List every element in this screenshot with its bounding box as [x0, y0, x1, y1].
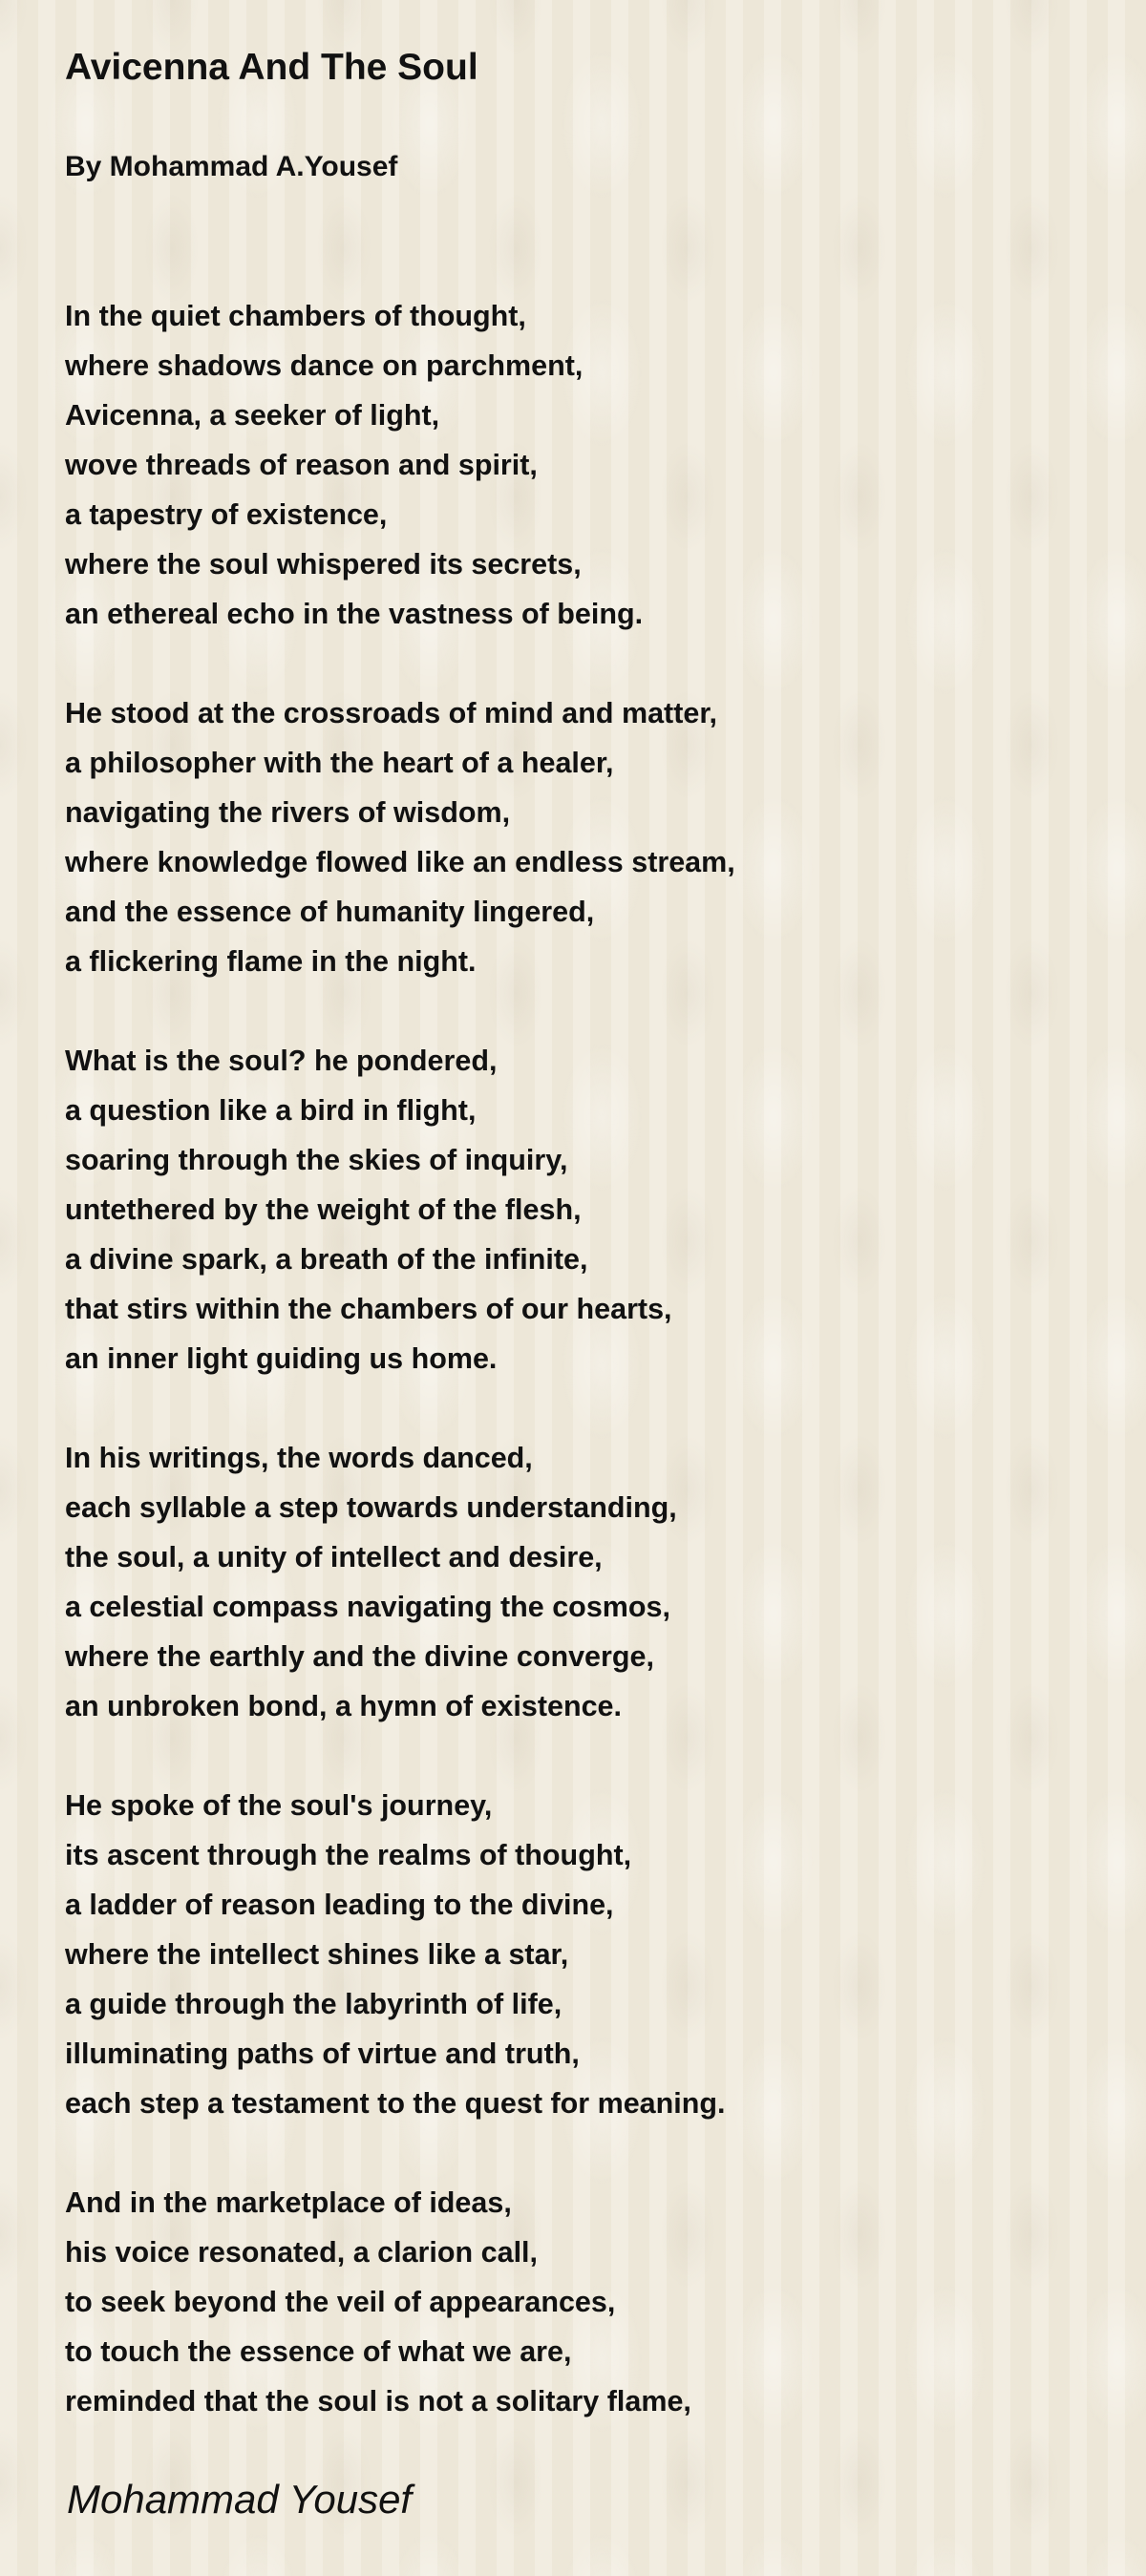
poem-line: and the essence of humanity lingered, — [65, 896, 595, 928]
poem-title: Avicenna And The Soul — [65, 47, 478, 88]
poem-line: an inner light guiding us home. — [65, 1342, 498, 1375]
poem-line: untethered by the weight of the flesh, — [65, 1193, 582, 1226]
stanza-3 — [65, 1036, 1096, 1383]
poem-line: to seek beyond the veil of appearances, — [65, 2286, 616, 2318]
poem-line: In the quiet chambers of thought, — [65, 300, 526, 332]
poem-line: where the soul whispered its secrets, — [65, 548, 582, 581]
poem-line: its ascent through the realms of thought, — [65, 1839, 632, 1871]
poem-line: Avicenna, a seeker of light, — [65, 399, 440, 432]
author-signature: Mohammad Yousef — [67, 2477, 413, 2522]
poem-line: a philosopher with the heart of a healer, — [65, 747, 614, 779]
poem-line: where the earthly and the divine converge, — [65, 1640, 654, 1673]
stanza-2 — [65, 688, 1096, 986]
stanza-5 — [65, 1781, 1096, 2128]
poem-line: each step a testament to the quest for meaning. — [65, 2087, 726, 2120]
poem-line: a ladder of reason leading to the divine, — [65, 1889, 614, 1921]
poem-line: soaring through the skies of inquiry, — [65, 1144, 568, 1176]
poem-line: a guide through the labyrinth of life, — [65, 1988, 562, 2020]
poem-line: And in the marketplace of ideas, — [65, 2186, 512, 2219]
poem-line: each syllable a step towards understanding, — [65, 1491, 677, 1524]
stanza-6 — [65, 2178, 1096, 2426]
poem-body — [65, 291, 1096, 2476]
poem-line: What is the soul? he pondered, — [65, 1045, 498, 1077]
poem-line: He spoke of the soul's journey, — [65, 1789, 493, 1822]
poem-line: an unbroken bond, a hymn of existence. — [65, 1690, 622, 1722]
poem-line: where shadows dance on parchment, — [65, 349, 584, 382]
poem-line: a celestial compass navigating the cosmos, — [65, 1591, 670, 1623]
poem-line: illuminating paths of virtue and truth, — [65, 2038, 580, 2070]
poem-line: an ethereal echo in the vastness of being. — [65, 598, 644, 630]
poem-line: He stood at the crossroads of mind and matter, — [65, 697, 717, 729]
poem-byline: By Mohammad A.Yousef — [65, 151, 398, 182]
poem-line: navigating the rivers of wisdom, — [65, 796, 511, 829]
poem-line: a flickering flame in the night. — [65, 945, 477, 978]
poem-line: wove threads of reason and spirit, — [65, 449, 538, 481]
stanza-1 — [65, 291, 1096, 639]
poem-line: that stirs within the chambers of our hearts, — [65, 1293, 672, 1325]
poem-line: In his writings, the words danced, — [65, 1442, 533, 1474]
poem-line: the soul, a unity of intellect and desire, — [65, 1541, 603, 1573]
poem-line: a tapestry of existence, — [65, 498, 388, 531]
poem-line: a question like a bird in flight, — [65, 1094, 477, 1127]
poem-line: reminded that the soul is not a solitary flame, — [65, 2385, 691, 2418]
poem-line: a divine spark, a breath of the infinite, — [65, 1243, 588, 1276]
poem-line: to touch the essence of what we are, — [65, 2335, 572, 2368]
stanza-4 — [65, 1433, 1096, 1731]
poem-line: where the intellect shines like a star, — [65, 1938, 569, 1971]
poem-line: where knowledge flowed like an endless stream, — [65, 846, 735, 878]
poem-line: his voice resonated, a clarion call, — [65, 2236, 538, 2269]
